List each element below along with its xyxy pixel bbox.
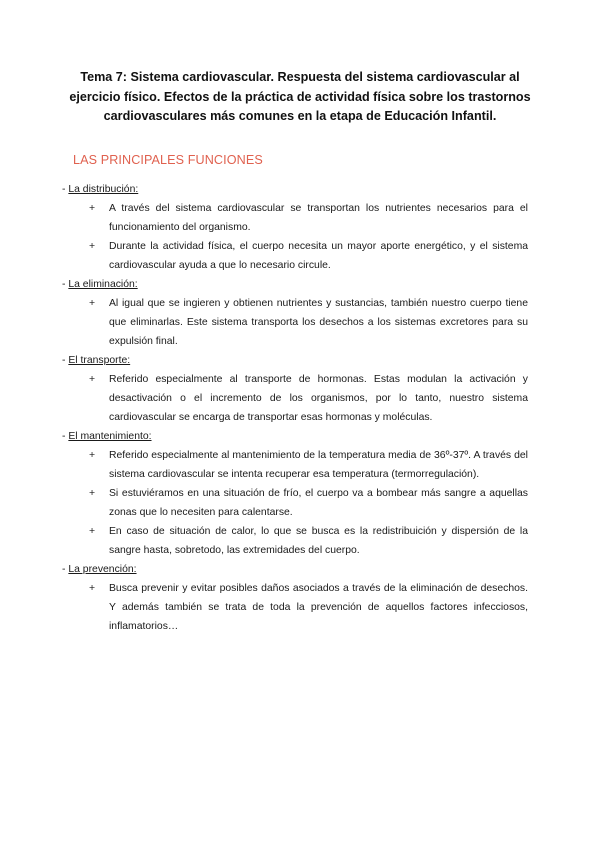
section-title-text: El mantenimiento: — [68, 431, 152, 442]
list-item — [73, 370, 528, 427]
title-line: ejercicio físico. Efectos de la práctica de actividad física sobre los trastornos — [69, 89, 531, 104]
list-item-text: Durante la actividad física, el cuerpo necesita un mayor aporte energético, y el sistema cardiovascular ayuda a que lo necesario circule. — [109, 241, 528, 271]
plus-bullet-icon: + — [89, 488, 96, 499]
section-title-text: La distribución: — [68, 184, 139, 195]
bullet-list — [73, 370, 528, 427]
plus-bullet-icon: + — [89, 583, 96, 594]
section-prefix: - — [62, 564, 69, 575]
plus-bullet-icon: + — [89, 526, 96, 537]
list-item — [73, 294, 528, 351]
list-item-text: Al igual que se ingieren y obtienen nutrientes y sustancias, también nuestro cuerpo tiene que eliminarlas. Este sistema transporta los desechos a los sistemas excretores para su expulsión final. — [109, 298, 528, 347]
title-line: cardiovasculares más comunes en la etapa de Educación Infantil. — [103, 109, 497, 123]
plus-bullet-icon: + — [89, 241, 96, 252]
list-item-text: En caso de situación de calor, lo que se busca es la redistribuición y dispersión de la sangre hasta, sobretodo, las extremidades del cuerpo. — [109, 526, 528, 556]
list-item-text: Si estuviéramos en una situación de frío, el cuerpo va a bombear más sangre a aquellas zonas que lo necesiten para calentarse. — [109, 488, 528, 518]
section-prefix: - — [62, 431, 69, 442]
section-title — [62, 351, 528, 370]
section-title — [62, 427, 528, 446]
section-title — [62, 275, 528, 294]
section-title — [62, 560, 528, 579]
list-item-text: Referido especialmente al transporte de hormonas. Estas modulan la activación y desactivación o el incremento de los organismos, por lo tanto, nuestro sistema cardiovascular se encarga de transportar esas hormonas y moléculas. — [109, 374, 528, 423]
plus-bullet-icon: + — [89, 298, 96, 309]
bullet-list — [73, 199, 528, 275]
section-heading: LAS PRINCIPALES FUNCIONES — [73, 153, 263, 167]
document-body — [62, 180, 528, 636]
document-title — [66, 68, 534, 127]
title-line: Tema 7: Sistema cardiovascular. Respuesta del sistema cardiovascular al — [80, 70, 520, 84]
list-item — [73, 446, 528, 484]
section-title-text: La prevención: — [68, 564, 137, 575]
list-item-text: Referido especialmente al mantenimiento de la temperatura media de 36º-37º. A través del sistema cardiovascular se intenta recuperar esa temperatura (termorregulación). — [109, 450, 528, 480]
section-prefix: - — [62, 355, 69, 366]
section-prefix: - — [62, 184, 69, 195]
list-item — [73, 199, 528, 237]
section-title — [62, 180, 528, 199]
list-item-text: A través del sistema cardiovascular se transportan los nutrientes necesarios para el funcionamiento del organismo. — [109, 203, 528, 233]
section-title-text: La eliminación: — [68, 279, 138, 290]
plus-bullet-icon: + — [89, 374, 96, 385]
bullet-list — [73, 579, 528, 636]
plus-bullet-icon: + — [89, 450, 96, 461]
list-item — [73, 522, 528, 560]
list-item — [73, 237, 528, 275]
bullet-list — [73, 446, 528, 560]
bullet-list — [73, 294, 528, 351]
list-item-text: Busca prevenir y evitar posibles daños asociados a través de la eliminación de desechos. Y además también se trata de toda la prevención de aquellos factores infecciosos, inflamatorios… — [109, 583, 528, 632]
list-item — [73, 579, 528, 636]
plus-bullet-icon: + — [89, 203, 96, 214]
section-title-text: El transporte: — [68, 355, 131, 366]
list-item — [73, 484, 528, 522]
section-prefix: - — [62, 279, 69, 290]
